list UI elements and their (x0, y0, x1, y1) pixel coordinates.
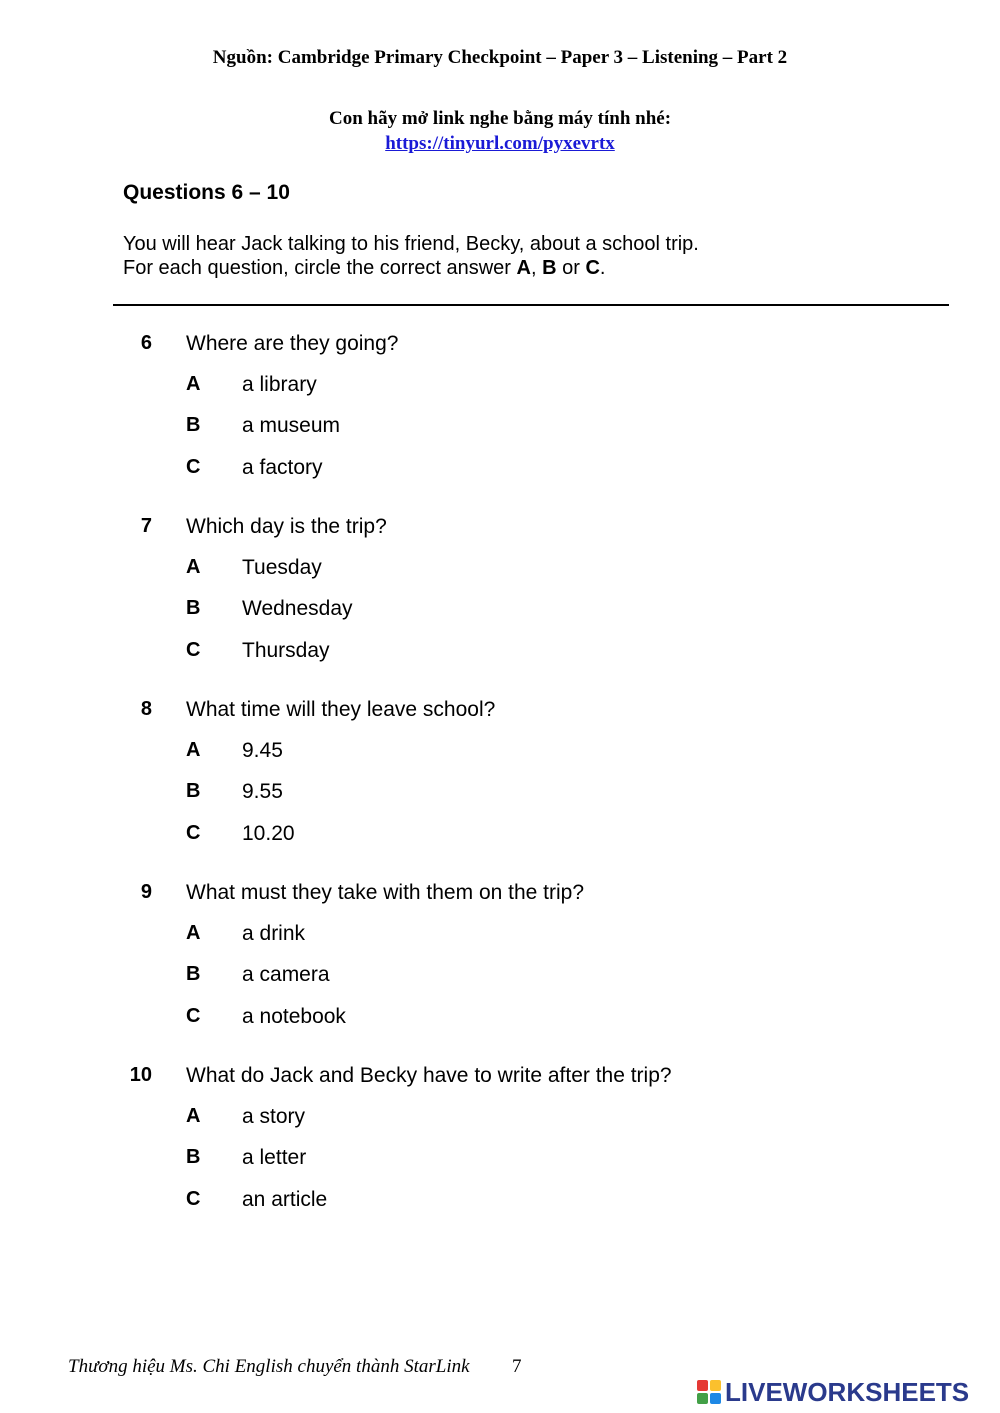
option-text: a factory (242, 456, 323, 479)
logo-square (710, 1380, 721, 1391)
question-text: What do Jack and Becky have to write after the trip? (186, 1064, 672, 1087)
section-title: Questions 6 – 10 (123, 181, 290, 204)
instruction-text: Con hãy mở link nghe bằng máy tính nhé: (328, 108, 672, 129)
question-list (0, 330, 1000, 1245)
option-letter: A (186, 1105, 201, 1127)
option-letter: C (186, 639, 201, 661)
page-number: 7 (512, 1356, 522, 1377)
footer-text: Thương hiệu Ms. Chi English chuyển thành StarLink (68, 1356, 470, 1377)
question-text: Which day is the trip? (186, 515, 387, 538)
question-6 (0, 330, 1000, 513)
audio-link[interactable]: https://tinyurl.com/pyxevrtx (385, 133, 615, 154)
question-number: 9 (140, 881, 152, 903)
question-text: What must they take with them on the trip? (186, 881, 585, 904)
option-text: a story (242, 1105, 306, 1128)
intro-line-1: You will hear Jack talking to his friend, Becky, about a school trip. (123, 233, 699, 255)
option-text: an article (242, 1188, 328, 1211)
question-7 (0, 513, 1000, 696)
option-text: a notebook (242, 1005, 346, 1028)
option-text: 10.20 (242, 822, 295, 845)
logo-square (697, 1380, 708, 1391)
logo-square (710, 1393, 721, 1404)
option-text: 9.55 (242, 780, 283, 803)
question-number: 8 (140, 698, 152, 720)
option-text: a library (242, 373, 317, 396)
question-number: 6 (140, 332, 152, 354)
option-text: a drink (242, 922, 306, 945)
option-letter: C (186, 456, 201, 478)
question-text: Where are they going? (186, 332, 399, 355)
question-text: What time will they leave school? (186, 698, 496, 721)
option-letter: A (186, 556, 201, 578)
liveworksheets-logo (697, 1377, 969, 1407)
option-letter: A (186, 739, 201, 761)
option-text: Wednesday (242, 597, 353, 620)
question-number: 10 (129, 1064, 152, 1086)
question-9 (0, 879, 1000, 1062)
option-text: 9.45 (242, 739, 283, 762)
option-letter: C (186, 822, 201, 844)
option-letter: B (186, 414, 201, 436)
option-letter: A (186, 922, 201, 944)
option-text: a letter (242, 1146, 307, 1169)
option-letter: B (186, 597, 201, 619)
intro-line-2: For each question, circle the correct answer A, B or C. (123, 257, 606, 279)
divider (113, 304, 949, 306)
option-text: Tuesday (242, 556, 322, 579)
question-8 (0, 696, 1000, 879)
question-number: 7 (140, 515, 152, 537)
option-letter: A (186, 373, 201, 395)
option-letter: B (186, 780, 201, 802)
option-letter: B (186, 963, 201, 985)
question-10 (0, 1062, 1000, 1245)
option-text: a camera (242, 963, 330, 986)
listening-instruction (0, 106, 1000, 156)
option-text: a museum (242, 414, 341, 437)
section-intro (123, 232, 699, 280)
option-letter: C (186, 1188, 201, 1210)
option-letter: B (186, 1146, 201, 1168)
option-letter: C (186, 1005, 201, 1027)
option-text: Thursday (242, 639, 330, 662)
logo-square (697, 1393, 708, 1404)
source-line: Nguồn: Cambridge Primary Checkpoint – Paper 3 – Listening – Part 2 (212, 47, 788, 68)
liveworksheets-logo-icon (697, 1380, 721, 1404)
logo-text: LIVEWORKSHEETS (725, 1376, 970, 1407)
